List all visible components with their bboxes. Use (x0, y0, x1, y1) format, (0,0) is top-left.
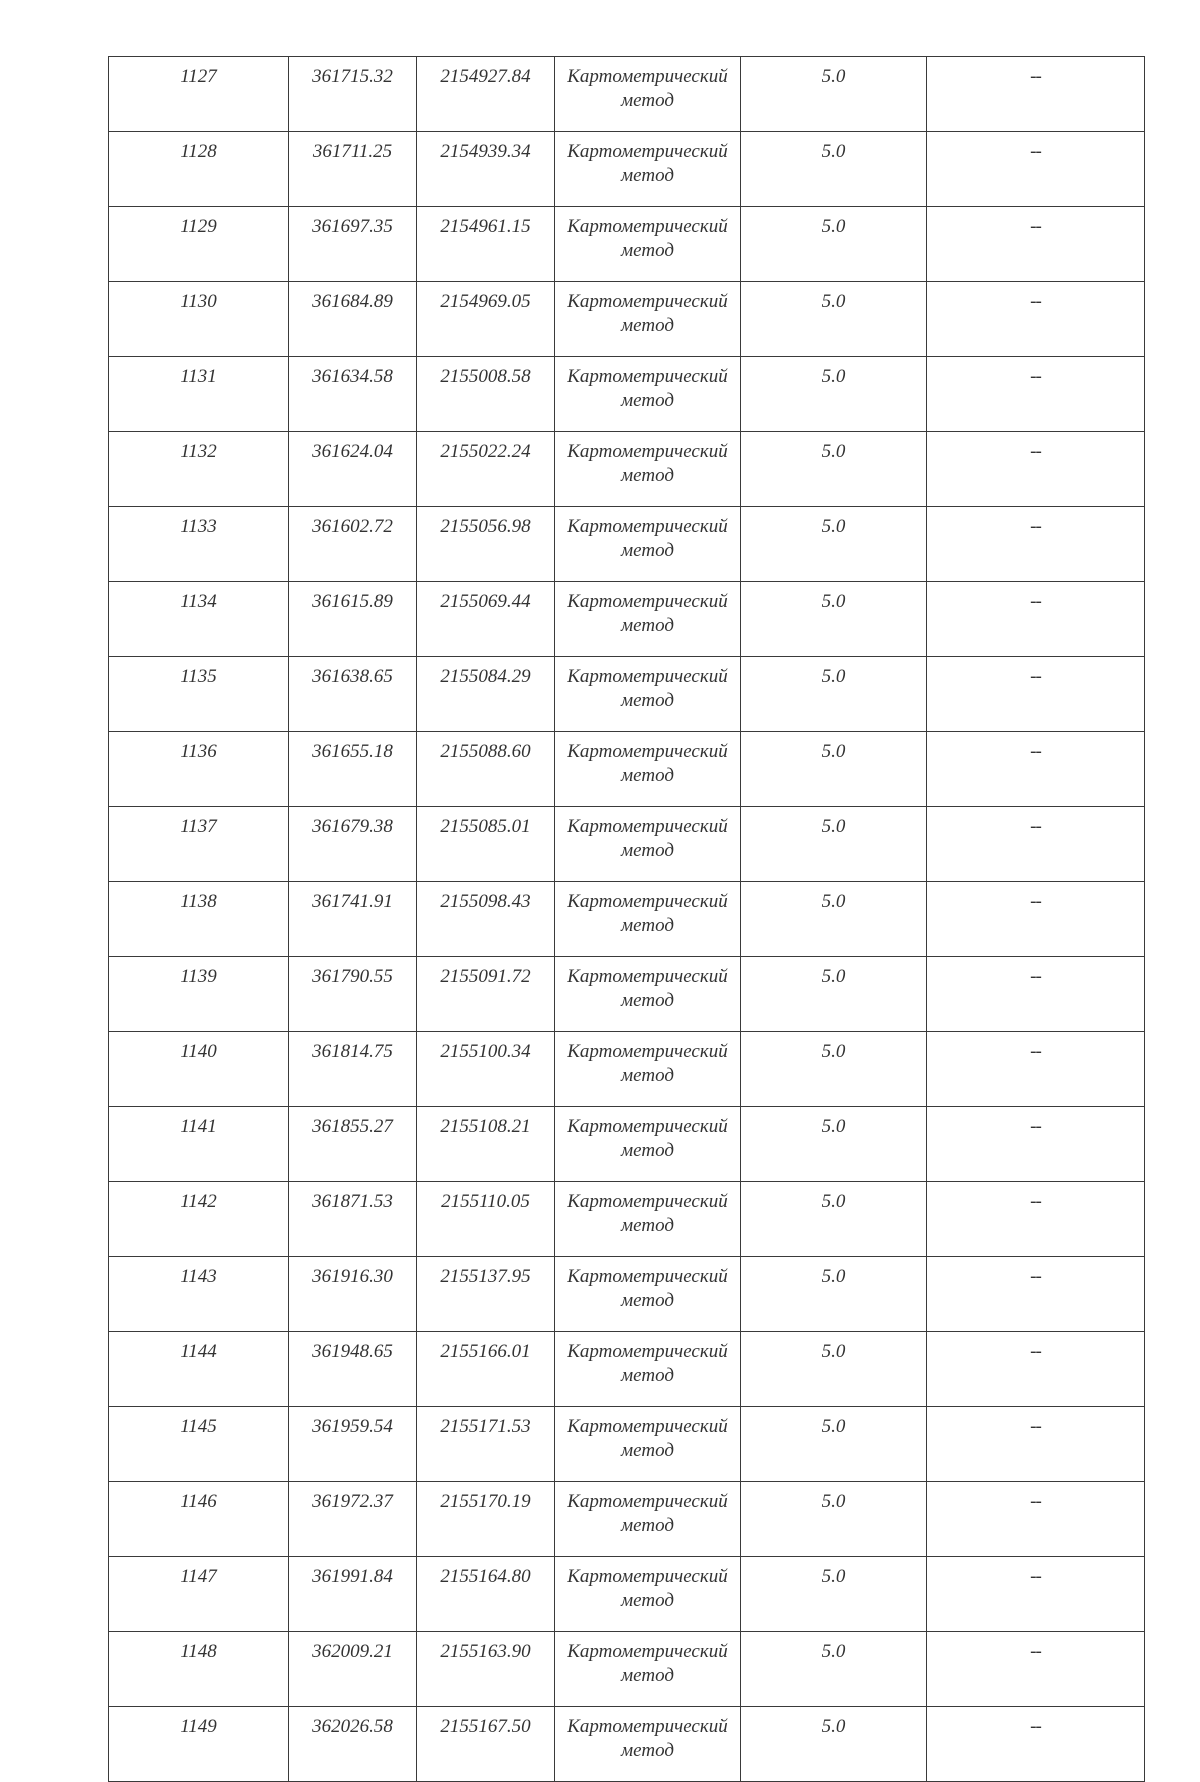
table-row (109, 507, 1145, 582)
y-coordinate-cell: 2154927.84 (417, 57, 555, 132)
x-coordinate-cell: 362026.58 (289, 1707, 417, 1782)
x-coordinate-cell: 361679.38 (289, 807, 417, 882)
note-cell: -- (927, 582, 1145, 657)
point-number-cell: 1142 (109, 1182, 289, 1257)
y-coordinate-cell: 2155085.01 (417, 807, 555, 882)
method-cell: Картометрический метод (555, 207, 741, 282)
note-cell: -- (927, 1107, 1145, 1182)
point-number-cell: 1130 (109, 282, 289, 357)
table-row (109, 282, 1145, 357)
point-number-cell: 1141 (109, 1107, 289, 1182)
point-number-cell: 1144 (109, 1332, 289, 1407)
method-cell: Картометрический метод (555, 1107, 741, 1182)
table-row (109, 1407, 1145, 1482)
x-coordinate-cell: 361814.75 (289, 1032, 417, 1107)
note-cell: -- (927, 1182, 1145, 1257)
accuracy-cell: 5.0 (741, 1482, 927, 1557)
note-cell: -- (927, 1482, 1145, 1557)
table-row (109, 1257, 1145, 1332)
method-cell: Картометрический метод (555, 132, 741, 207)
table-row (109, 1557, 1145, 1632)
x-coordinate-cell: 361602.72 (289, 507, 417, 582)
table-row (109, 57, 1145, 132)
accuracy-cell: 5.0 (741, 1182, 927, 1257)
method-cell: Картометрический метод (555, 507, 741, 582)
accuracy-cell: 5.0 (741, 1257, 927, 1332)
note-cell: -- (927, 1557, 1145, 1632)
point-number-cell: 1135 (109, 657, 289, 732)
point-number-cell: 1140 (109, 1032, 289, 1107)
point-number-cell: 1133 (109, 507, 289, 582)
method-cell: Картометрический метод (555, 57, 741, 132)
point-number-cell: 1146 (109, 1482, 289, 1557)
note-cell: -- (927, 432, 1145, 507)
accuracy-cell: 5.0 (741, 1557, 927, 1632)
y-coordinate-cell: 2155008.58 (417, 357, 555, 432)
y-coordinate-cell: 2155110.05 (417, 1182, 555, 1257)
y-coordinate-cell: 2155167.50 (417, 1707, 555, 1782)
method-cell: Картометрический метод (555, 1407, 741, 1482)
point-number-cell: 1129 (109, 207, 289, 282)
y-coordinate-cell: 2155069.44 (417, 582, 555, 657)
y-coordinate-cell: 2155084.29 (417, 657, 555, 732)
x-coordinate-cell: 361615.89 (289, 582, 417, 657)
table-row (109, 1032, 1145, 1107)
y-coordinate-cell: 2155164.80 (417, 1557, 555, 1632)
method-cell: Картометрический метод (555, 1707, 741, 1782)
accuracy-cell: 5.0 (741, 1332, 927, 1407)
x-coordinate-cell: 361916.30 (289, 1257, 417, 1332)
point-number-cell: 1131 (109, 357, 289, 432)
note-cell: -- (927, 807, 1145, 882)
y-coordinate-cell: 2155171.53 (417, 1407, 555, 1482)
accuracy-cell: 5.0 (741, 882, 927, 957)
accuracy-cell: 5.0 (741, 1632, 927, 1707)
y-coordinate-cell: 2155170.19 (417, 1482, 555, 1557)
method-cell: Картометрический метод (555, 1032, 741, 1107)
point-number-cell: 1143 (109, 1257, 289, 1332)
x-coordinate-cell: 361855.27 (289, 1107, 417, 1182)
table-row (109, 432, 1145, 507)
table-row (109, 582, 1145, 657)
method-cell: Картометрический метод (555, 1332, 741, 1407)
point-number-cell: 1138 (109, 882, 289, 957)
note-cell: -- (927, 1257, 1145, 1332)
table-row (109, 882, 1145, 957)
y-coordinate-cell: 2155108.21 (417, 1107, 555, 1182)
note-cell: -- (927, 282, 1145, 357)
accuracy-cell: 5.0 (741, 132, 927, 207)
x-coordinate-cell: 361697.35 (289, 207, 417, 282)
method-cell: Картометрический метод (555, 357, 741, 432)
table-row (109, 657, 1145, 732)
method-cell: Картометрический метод (555, 1557, 741, 1632)
x-coordinate-cell: 362009.21 (289, 1632, 417, 1707)
x-coordinate-cell: 361638.65 (289, 657, 417, 732)
accuracy-cell: 5.0 (741, 507, 927, 582)
point-number-cell: 1128 (109, 132, 289, 207)
table-row (109, 732, 1145, 807)
accuracy-cell: 5.0 (741, 732, 927, 807)
note-cell: -- (927, 957, 1145, 1032)
note-cell: -- (927, 1707, 1145, 1782)
accuracy-cell: 5.0 (741, 57, 927, 132)
table-row (109, 1707, 1145, 1782)
y-coordinate-cell: 2155163.90 (417, 1632, 555, 1707)
note-cell: -- (927, 57, 1145, 132)
x-coordinate-cell: 361624.04 (289, 432, 417, 507)
method-cell: Картометрический метод (555, 657, 741, 732)
note-cell: -- (927, 732, 1145, 807)
x-coordinate-cell: 361991.84 (289, 1557, 417, 1632)
x-coordinate-cell: 361655.18 (289, 732, 417, 807)
point-number-cell: 1132 (109, 432, 289, 507)
method-cell: Картометрический метод (555, 1257, 741, 1332)
accuracy-cell: 5.0 (741, 432, 927, 507)
accuracy-cell: 5.0 (741, 1707, 927, 1782)
point-number-cell: 1136 (109, 732, 289, 807)
point-number-cell: 1137 (109, 807, 289, 882)
point-number-cell: 1139 (109, 957, 289, 1032)
y-coordinate-cell: 2155166.01 (417, 1332, 555, 1407)
accuracy-cell: 5.0 (741, 1407, 927, 1482)
y-coordinate-cell: 2155022.24 (417, 432, 555, 507)
note-cell: -- (927, 1407, 1145, 1482)
point-number-cell: 1145 (109, 1407, 289, 1482)
method-cell: Картометрический метод (555, 432, 741, 507)
x-coordinate-cell: 361715.32 (289, 57, 417, 132)
y-coordinate-cell: 2155091.72 (417, 957, 555, 1032)
y-coordinate-cell: 2154939.34 (417, 132, 555, 207)
x-coordinate-cell: 361741.91 (289, 882, 417, 957)
accuracy-cell: 5.0 (741, 582, 927, 657)
method-cell: Картометрический метод (555, 582, 741, 657)
table-row (109, 357, 1145, 432)
note-cell: -- (927, 507, 1145, 582)
note-cell: -- (927, 1632, 1145, 1707)
accuracy-cell: 5.0 (741, 807, 927, 882)
y-coordinate-cell: 2155098.43 (417, 882, 555, 957)
accuracy-cell: 5.0 (741, 357, 927, 432)
table-body (109, 57, 1145, 1782)
table-row (109, 207, 1145, 282)
method-cell: Картометрический метод (555, 1632, 741, 1707)
note-cell: -- (927, 1032, 1145, 1107)
accuracy-cell: 5.0 (741, 657, 927, 732)
point-number-cell: 1147 (109, 1557, 289, 1632)
method-cell: Картометрический метод (555, 1182, 741, 1257)
y-coordinate-cell: 2155056.98 (417, 507, 555, 582)
table-row (109, 957, 1145, 1032)
x-coordinate-cell: 361790.55 (289, 957, 417, 1032)
table-row (109, 1632, 1145, 1707)
point-number-cell: 1148 (109, 1632, 289, 1707)
note-cell: -- (927, 357, 1145, 432)
x-coordinate-cell: 361871.53 (289, 1182, 417, 1257)
y-coordinate-cell: 2155100.34 (417, 1032, 555, 1107)
method-cell: Картометрический метод (555, 882, 741, 957)
x-coordinate-cell: 361948.65 (289, 1332, 417, 1407)
method-cell: Картометрический метод (555, 957, 741, 1032)
method-cell: Картометрический метод (555, 282, 741, 357)
note-cell: -- (927, 207, 1145, 282)
accuracy-cell: 5.0 (741, 957, 927, 1032)
note-cell: -- (927, 882, 1145, 957)
table-row (109, 132, 1145, 207)
table-row (109, 807, 1145, 882)
x-coordinate-cell: 361711.25 (289, 132, 417, 207)
note-cell: -- (927, 132, 1145, 207)
x-coordinate-cell: 361959.54 (289, 1407, 417, 1482)
accuracy-cell: 5.0 (741, 1032, 927, 1107)
table-row (109, 1107, 1145, 1182)
y-coordinate-cell: 2154969.05 (417, 282, 555, 357)
y-coordinate-cell: 2154961.15 (417, 207, 555, 282)
coordinates-table (108, 56, 1145, 1782)
x-coordinate-cell: 361684.89 (289, 282, 417, 357)
note-cell: -- (927, 657, 1145, 732)
table-row (109, 1182, 1145, 1257)
method-cell: Картометрический метод (555, 1482, 741, 1557)
y-coordinate-cell: 2155088.60 (417, 732, 555, 807)
accuracy-cell: 5.0 (741, 207, 927, 282)
table-row (109, 1482, 1145, 1557)
table-row (109, 1332, 1145, 1407)
point-number-cell: 1149 (109, 1707, 289, 1782)
point-number-cell: 1127 (109, 57, 289, 132)
note-cell: -- (927, 1332, 1145, 1407)
method-cell: Картометрический метод (555, 807, 741, 882)
point-number-cell: 1134 (109, 582, 289, 657)
x-coordinate-cell: 361634.58 (289, 357, 417, 432)
y-coordinate-cell: 2155137.95 (417, 1257, 555, 1332)
accuracy-cell: 5.0 (741, 1107, 927, 1182)
method-cell: Картометрический метод (555, 732, 741, 807)
x-coordinate-cell: 361972.37 (289, 1482, 417, 1557)
accuracy-cell: 5.0 (741, 282, 927, 357)
